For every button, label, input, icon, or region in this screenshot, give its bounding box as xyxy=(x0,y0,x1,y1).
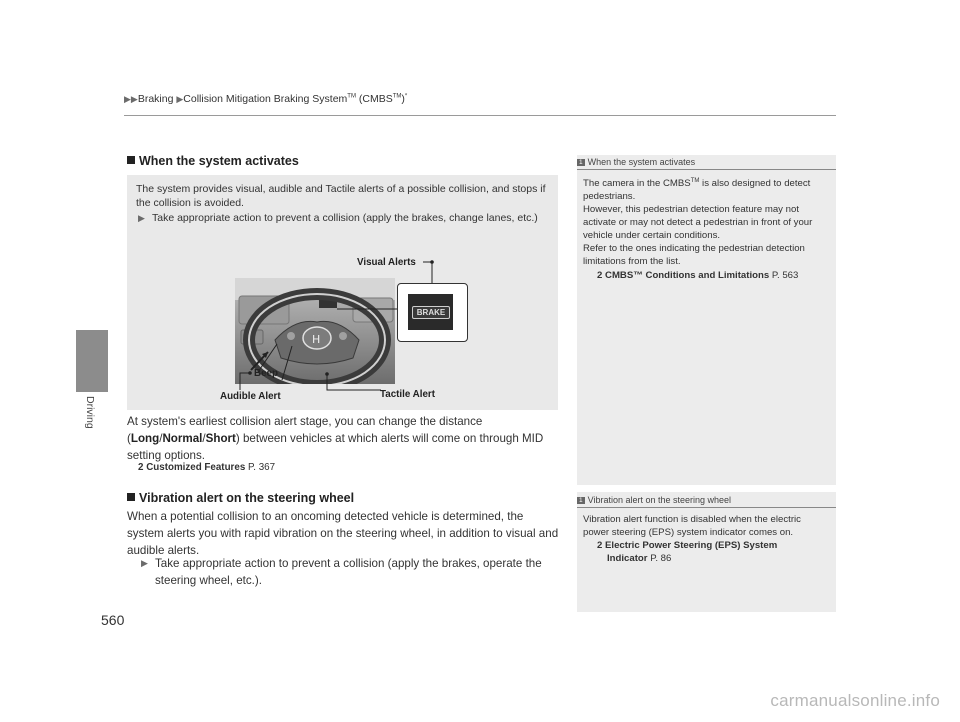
beep-leader-2 xyxy=(282,346,292,380)
reference-eps-indicator[interactable]: 2 Electric Power Steering (EPS) System Indicator P. 86 xyxy=(597,540,778,564)
page-number: 560 xyxy=(101,612,125,628)
section-heading-activation: When the system activates xyxy=(127,154,299,168)
reference-arrow-icon: 2 xyxy=(597,270,603,282)
reference-arrow-icon: 2 xyxy=(597,540,603,551)
tactile-alert-leader xyxy=(327,374,381,390)
sub-arrow-icon: ▶ xyxy=(138,213,145,223)
note-activation-title: 1 When the system activates xyxy=(577,157,836,170)
tactile-alert-dot xyxy=(325,372,329,376)
reference-customized-features[interactable]: 2 Customized Features P. 367 xyxy=(138,462,276,473)
callout-beep: Beep xyxy=(254,368,278,379)
note-activation xyxy=(577,155,836,485)
breadcrumb-arrow-icon: ▶▶ xyxy=(124,94,138,104)
note-vibration xyxy=(577,492,836,612)
callout-visual-alerts: Visual Alerts xyxy=(357,257,416,268)
breadcrumb-braking[interactable]: Braking xyxy=(137,93,174,105)
breadcrumb-arrow-icon: ▶ xyxy=(176,94,184,104)
vibration-instruction: ▶ Take appropriate action to prevent a collision (apply the brakes, operate the steering wheel, etc.). xyxy=(141,557,542,587)
reference-cmbs-conditions[interactable]: 2 CMBS™ Conditions and Limitations P. 563 xyxy=(597,270,799,282)
visual-alert-dot xyxy=(430,260,434,264)
callout-tactile-alert: Tactile Alert xyxy=(380,389,435,400)
breadcrumb-cmbs[interactable]: Collision Mitigation Braking System xyxy=(183,93,348,105)
box-description: The system provides visual, audible and Tactile alerts of a possible collision, and stops if the collision is avoided. xyxy=(136,183,546,209)
note-vibration-title: 1 Vibration alert on the steering wheel xyxy=(577,495,836,508)
note-vibration-body: Vibration alert function is disabled when the electric power steering (EPS) system indicator comes on. xyxy=(583,514,801,538)
square-bullet-icon xyxy=(127,493,135,501)
breadcrumb: ▶▶Braking ▶Collision Mitigation Braking System™ (CMBS™)* xyxy=(124,93,408,105)
reference-arrow-icon: 2 xyxy=(138,462,144,473)
section-heading-vibration: Vibration alert on the steering wheel xyxy=(127,491,354,505)
brand-emblem: H xyxy=(312,333,321,346)
note-activation-body: The camera in the CMBS™ is also designed to detect pedestrians. However, this pedestrian detection feature may not activate or may not detect a pedestrian in front of your vehicle under certain conditions. Refer to the ones indicating the pedestrian detection limitations from the list. xyxy=(583,178,813,268)
audible-alert-leader xyxy=(240,373,250,390)
alert-distance-paragraph: At system's earliest collision alert stage, you can change the distance (Long/Normal/Short) between vehicles at which alerts will come on through MID setting options. xyxy=(127,415,544,462)
sub-arrow-icon: ▶ xyxy=(141,558,148,568)
box-instruction: ▶ Take appropriate action to prevent a collision (apply the brakes, change lanes, etc.) xyxy=(138,212,538,224)
brake-indicator-label: BRAKE xyxy=(412,306,450,319)
watermark: carmanualsonline.info xyxy=(770,691,940,710)
callout-audible-alert: Audible Alert xyxy=(220,391,281,402)
audible-alert-dot xyxy=(248,371,252,375)
vibration-paragraph: When a potential collision to an oncoming detected vehicle is determined, the system alerts you with rapid vibration on the steering wheel, in addition to visual and audible alerts. xyxy=(127,510,559,557)
visual-alert-leader-top xyxy=(423,262,432,283)
